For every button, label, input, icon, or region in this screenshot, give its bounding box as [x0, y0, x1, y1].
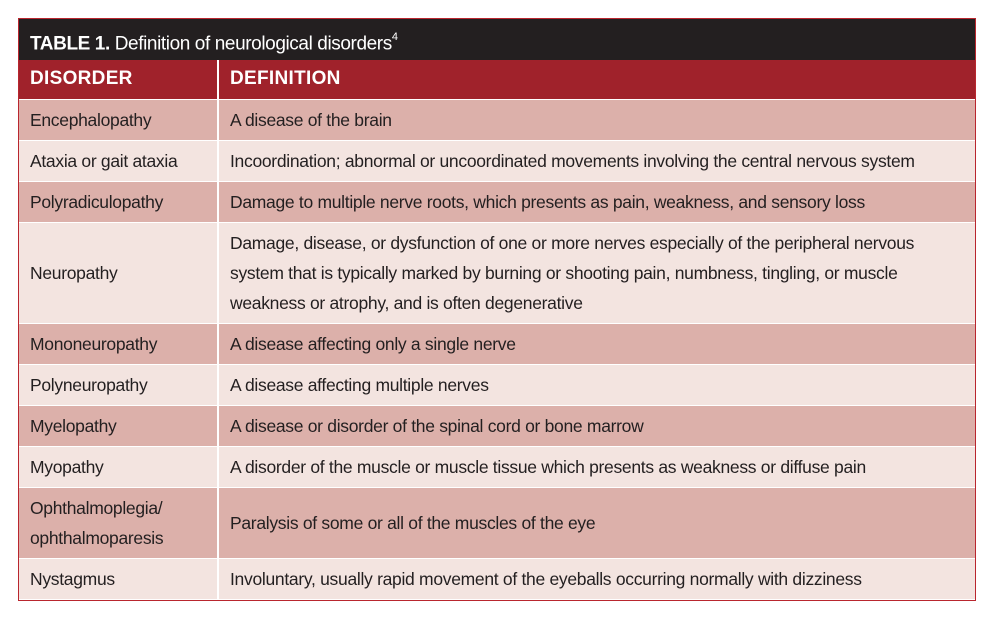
disorder-cell: Polyneuropathy [19, 364, 218, 405]
table-caption-label: TABLE 1. [30, 33, 110, 55]
disorder-cell: Polyradiculopathy [19, 181, 218, 222]
column-header-definition: DEFINITION [218, 60, 975, 99]
table-header-row [19, 60, 975, 99]
definition-cell: A disease or disorder of the spinal cord or bone marrow [218, 405, 975, 446]
disorder-cell: Mononeuropathy [19, 323, 218, 364]
disorder-cell: Neuropathy [19, 222, 218, 323]
disorder-cell: Ophthalmoplegia/ ophthalmoparesis [19, 487, 218, 558]
definition-cell: A disease affecting multiple nerves [218, 364, 975, 405]
definition-cell: A disease affecting only a single nerve [218, 323, 975, 364]
definition-cell: A disease of the brain [218, 99, 975, 140]
table-row [19, 222, 975, 323]
table-row [19, 140, 975, 181]
disorder-cell: Ataxia or gait ataxia [19, 140, 218, 181]
definition-cell: A disorder of the muscle or muscle tissue which presents as weakness or diffuse pain [218, 446, 975, 487]
disorders-table [19, 60, 975, 599]
definition-cell: Damage, disease, or dysfunction of one or more nerves especially of the peripheral nervous system that is typically marked by burning or shooting pain, numbness, tingling, or muscle weakness or atrophy, and is often degenerative [218, 222, 975, 323]
table-caption [19, 19, 975, 60]
table-row [19, 364, 975, 405]
table-row [19, 446, 975, 487]
table-row [19, 323, 975, 364]
disorder-cell: Nystagmus [19, 558, 218, 599]
table-row [19, 181, 975, 222]
disorder-cell: Myelopathy [19, 405, 218, 446]
disorder-cell: Myopathy [19, 446, 218, 487]
definition-cell: Involuntary, usually rapid movement of the eyeballs occurring normally with dizziness [218, 558, 975, 599]
column-header-disorder: DISORDER [19, 60, 218, 99]
definition-cell: Incoordination; abnormal or uncoordinated movements involving the central nervous system [218, 140, 975, 181]
definition-cell: Paralysis of some or all of the muscles of the eye [218, 487, 975, 558]
disorder-cell: Encephalopathy [19, 99, 218, 140]
table-row [19, 405, 975, 446]
table-caption-reference: 4 [391, 31, 398, 43]
definition-cell: Damage to multiple nerve roots, which presents as pain, weakness, and sensory loss [218, 181, 975, 222]
definition-table [18, 18, 976, 601]
table-row [19, 99, 975, 140]
table-caption-text: Definition of neurological disorders [109, 33, 392, 55]
table-row [19, 558, 975, 599]
table-row [19, 487, 975, 558]
